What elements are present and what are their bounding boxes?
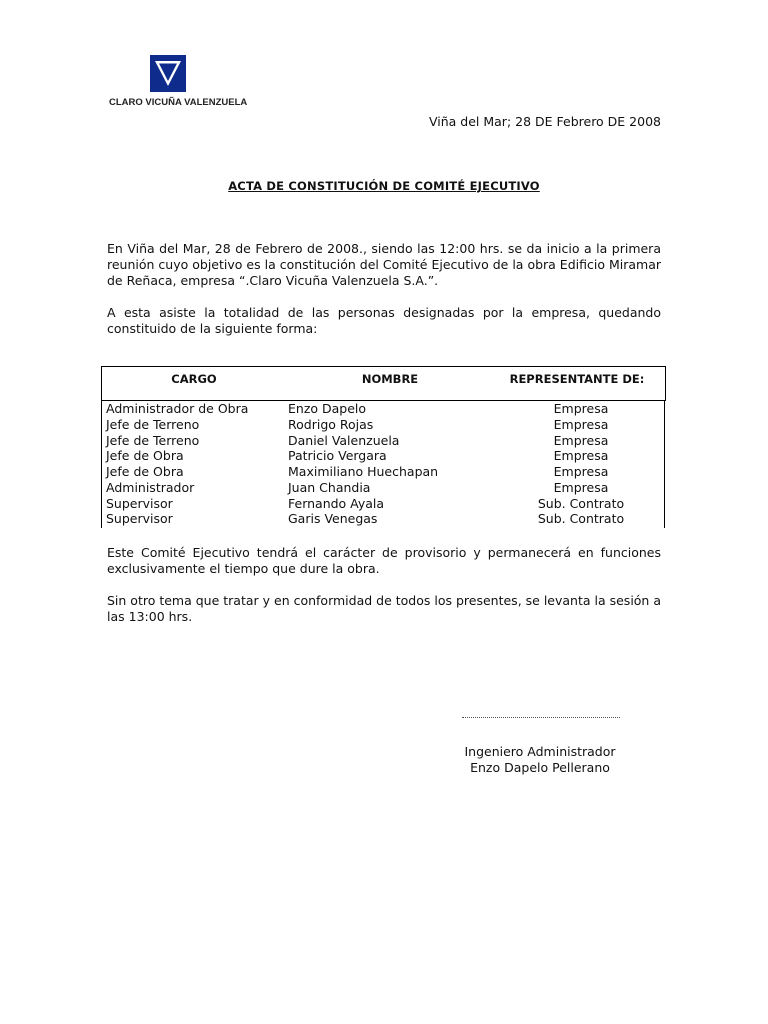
- cell-cargo: Supervisor: [106, 511, 173, 527]
- cell-nombre: Juan Chandia: [288, 479, 371, 495]
- paragraph-provisional: Este Comité Ejecutivo tendrá el carácter de provisorio y permanecerá en funciones exclusivamente el tiempo que dure la obra.: [107, 545, 661, 576]
- table-row: [101, 433, 666, 449]
- cell-nombre: Enzo Dapelo: [288, 401, 367, 416]
- cell-nombre: Maximiliano Huechapan: [288, 464, 439, 479]
- table-row: [101, 511, 666, 527]
- cell-nombre: Patricio Vergara: [288, 448, 387, 464]
- signature-line: [462, 717, 620, 718]
- cell-cargo: Supervisor: [106, 495, 173, 511]
- cell-representante: Empresa: [553, 464, 609, 479]
- cell-nombre: Rodrigo Rojas: [288, 416, 374, 432]
- paragraph-closing: Sin otro tema que tratar y en conformidad de todos los presentes, se levanta la sesión a las 13:00 hrs.: [107, 593, 661, 624]
- cell-cargo: Jefe de Obra: [106, 448, 184, 464]
- cell-nombre: Daniel Valenzuela: [288, 432, 400, 448]
- table-row: [101, 448, 666, 464]
- header-nombre: NOMBRE: [361, 372, 419, 386]
- document-title: ACTA DE CONSTITUCIÓN DE COMITÉ EJECUTIVO: [228, 179, 540, 193]
- paragraph-attendance: A esta asiste la totalidad de las personas designadas por la empresa, quedando constituido de la siguiente forma:: [107, 305, 661, 336]
- cell-representante: Empresa: [553, 479, 609, 495]
- cell-cargo: Jefe de Obra: [106, 464, 184, 479]
- header-cargo: CARGO: [171, 372, 217, 386]
- cell-cargo: Jefe de Terreno: [106, 432, 200, 448]
- table-body: [101, 401, 666, 527]
- table-header: [101, 366, 666, 401]
- paragraph-intro: En Viña del Mar, 28 de Febrero de 2008., siendo las 12:00 hrs. se da inicio a la primera reunión cuyo objetivo es la constitución del Comité Ejecutivo de la obra Edificio Miramar de Reñaca, empresa “.Claro Vicuña Valenzuela S.A.”.: [107, 241, 661, 288]
- cell-representante: Sub. Contrato: [537, 511, 625, 527]
- cell-representante: Empresa: [553, 432, 609, 448]
- table-row: [101, 401, 666, 417]
- cell-nombre: Fernando Ayala: [288, 495, 385, 511]
- table-row: [101, 480, 666, 496]
- table-row: [101, 496, 666, 512]
- cell-representante: Sub. Contrato: [537, 495, 625, 511]
- company-logo: [106, 52, 248, 112]
- cell-cargo: Administrador de Obra: [106, 401, 249, 416]
- cell-cargo: Jefe de Terreno: [106, 416, 200, 432]
- v-mark-logo-icon: [150, 55, 186, 92]
- cell-representante: Empresa: [553, 401, 609, 416]
- header-representante: REPRESENTANTE DE:: [509, 372, 645, 386]
- table-row: [101, 417, 666, 433]
- committee-table: [101, 366, 666, 528]
- signature-role: Ingeniero Administrador: [464, 744, 616, 759]
- cell-representante: Empresa: [553, 448, 609, 464]
- cell-representante: Empresa: [553, 416, 609, 432]
- table-row: [101, 464, 666, 480]
- cell-nombre: Garis Venegas: [288, 511, 378, 527]
- logo-text: CLARO VICUÑA VALENZUELA: [109, 97, 248, 108]
- signature-name: Enzo Dapelo Pellerano: [470, 760, 610, 775]
- date-line: Viña del Mar; 28 DE Febrero DE 2008: [428, 114, 661, 129]
- cell-cargo: Administrador: [106, 479, 195, 495]
